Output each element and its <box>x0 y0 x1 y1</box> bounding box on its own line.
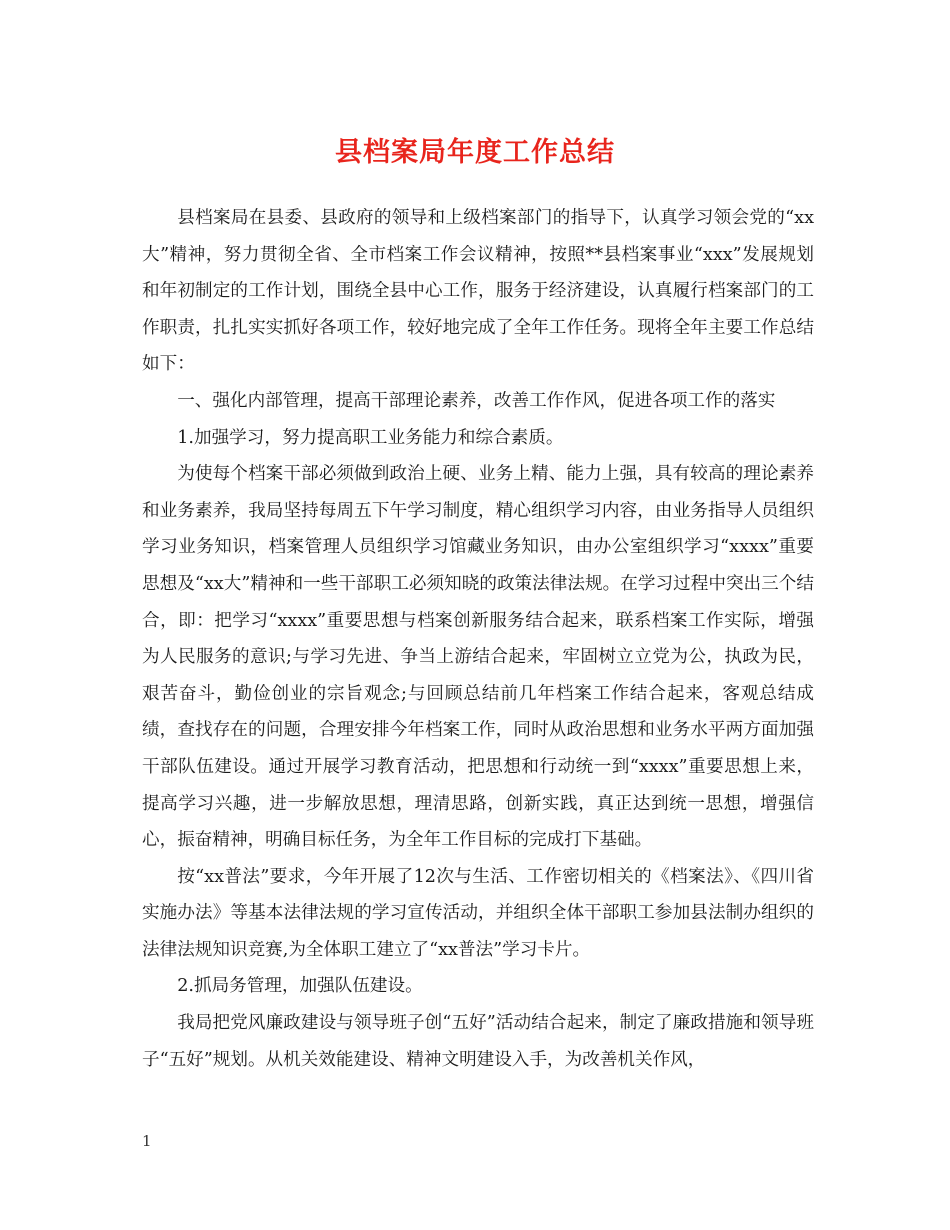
paragraph-intro: 县档案局在县委、县政府的领导和上级档案部门的指导下，认真学习领会党的“xx大”精神，努力贯彻全省、全市档案工作会议精神，按照**县档案事业“xxx”发展规划和年初制定的工作计划，围绕全县中心工作，服务于经济建设，认真履行档案部门的工作职责，扎扎实实抓好各项工作，较好地完成了全年工作任务。现将全年主要工作总结如下： <box>142 208 814 375</box>
subsection-heading-1: 1.加强学习，努力提高职工业务能力和综合素质。 <box>177 427 564 448</box>
document-body <box>142 200 814 1078</box>
paragraph-legal-education: 按“xx普法”要求，今年开展了12次与生活、工作密切相关的《档案法》、《四川省实施办法》等基本法律法规的学习宣传活动，并组织全体干部职工参加县法制办组织的法律法规知识竞赛,为全体职工建立了“xx普法”学习卡片。 <box>142 866 814 960</box>
document-title: 县档案局年度工作总结 <box>335 137 615 168</box>
section-heading-1: 一、强化内部管理，提高干部理论素养，改善工作作风，促进各项工作的落实 <box>177 390 776 411</box>
paragraph-team-building: 我局把党风廉政建设与领导班子创“五好”活动结合起来，制定了廉政措施和领导班子“五好”规划。从机关效能建设、精神文明建设入手，为改善机关作风， <box>142 1013 814 1070</box>
subsection-heading-2: 2.抓局务管理，加强队伍建设。 <box>177 976 423 997</box>
paragraph-study: 为使每个档案干部必须做到政治上硬、业务上精、能力上强，具有较高的理论素养和业务素养，我局坚持每周五下午学习制度，精心组织学习内容，由业务指导人员组织学习业务知识，档案管理人员组织学习馆藏业务知识，由办公室组织学习“xxxx”重要思想及“xx大”精神和一些干部职工必须知晓的政策法律法规。在学习过程中突出三个结合，即：把学习“xxxx”重要思想与档案创新服务结合起来，联系档案工作实际，增强为人民服务的意识;与学习先进、争当上游结合起来，牢固树立立党为公，执政为民，艰苦奋斗，勤俭创业的宗旨观念;与回顾总结前几年档案工作结合起来，客观总结成绩，查找存在的问题，合理安排今年档案工作，同时从政治思想和业务水平两方面加强干部队伍建设。通过开展学习教育活动，把思想和行动统一到“xxxx”重要思想上来，提高学习兴趣，进一步解放思想，理清思路，创新实践，真正达到统一思想，增强信心，振奋精神，明确目标任务，为全年工作目标的完成打下基础。 <box>142 464 814 851</box>
page-number: 1 <box>142 1132 152 1150</box>
